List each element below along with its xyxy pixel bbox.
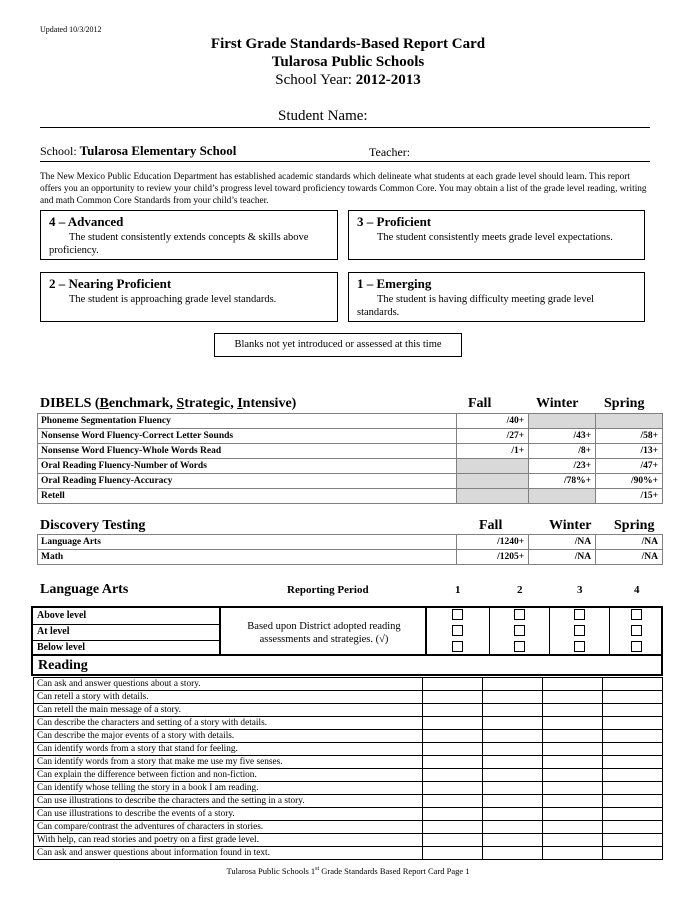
grade-cell-p4[interactable]: [603, 691, 663, 704]
district-name: Tularosa Public Schools: [271, 54, 425, 70]
discovery-winter-value: /NA: [529, 550, 596, 565]
grade-cell-p3[interactable]: [543, 834, 603, 847]
grade-cell-p3[interactable]: [543, 821, 603, 834]
discovery-fall-value: /1205+: [457, 550, 529, 565]
grade-cell-p4[interactable]: [603, 769, 663, 782]
reading-items-table: [33, 677, 663, 860]
discovery-spring-value: /NA: [596, 550, 663, 565]
table-row: [38, 444, 663, 459]
grade-cell-p2[interactable]: [483, 704, 543, 717]
checkbox-at-p4[interactable]: [631, 625, 642, 636]
dibels-row-label: Retell: [38, 489, 457, 504]
period-divider: [489, 606, 490, 656]
period-1-header: 1: [455, 584, 461, 596]
level-desc: The student is having difficulty meeting grade level standards.: [357, 294, 595, 318]
reading-item: Can use illustrations to describe the events of a story.: [34, 808, 423, 821]
school-value: Tularosa Elementary School: [79, 143, 237, 158]
level-above-label: Above level: [31, 608, 220, 625]
reading-item: Can identify whose telling the story in a book I am reading.: [34, 782, 423, 795]
grade-cell-p1[interactable]: [423, 743, 483, 756]
table-row: [34, 730, 663, 743]
discovery-winter-value: /NA: [529, 535, 596, 550]
dibels-row-label: Nonsense Word Fluency-Correct Letter Sounds: [38, 429, 457, 444]
table-row: [34, 769, 663, 782]
grade-cell-p1[interactable]: [423, 730, 483, 743]
dibels-winter-value: [529, 414, 596, 429]
grade-cell-p3[interactable]: [543, 769, 603, 782]
grade-cell-p4[interactable]: [603, 782, 663, 795]
discovery-col-spring: Spring: [614, 518, 655, 533]
table-row: [38, 489, 663, 504]
grade-cell-p2[interactable]: [483, 730, 543, 743]
period-divider: [549, 606, 550, 656]
grade-cell-p3[interactable]: [543, 795, 603, 808]
grade-cell-p4[interactable]: [603, 795, 663, 808]
grade-cell-p2[interactable]: [483, 743, 543, 756]
school-line-rule: [40, 161, 650, 162]
dibels-col-spring: Spring: [604, 396, 645, 411]
checkbox-above-p4[interactable]: [631, 609, 642, 620]
school-line: [40, 143, 236, 159]
reading-item: Can retell a story with details.: [34, 691, 423, 704]
dibels-title-part: B: [99, 396, 109, 411]
reading-item: Can compare/contrast the adventures of characters in stories.: [34, 821, 423, 834]
intro-paragraph: The New Mexico Public Education Department has established academic standards which delineate what students at each grade level should learn. This report offers you an opportunity to review your child’s progress level toward proficiency towards Common Core. You may obtain a list of the grade level reading, writing and math Common Core Standards from your child’s teacher.: [40, 172, 647, 206]
dibels-fall-value: /40+: [457, 414, 529, 429]
student-name-label: Student Name:: [278, 108, 368, 124]
school-label: School:: [40, 144, 80, 158]
reading-item: Can identify words from a story that make me use my five senses.: [34, 756, 423, 769]
dibels-title-part: DIBELS (: [40, 396, 100, 411]
grade-cell-p2[interactable]: [483, 795, 543, 808]
reading-item: Can retell the main message of a story.: [34, 704, 423, 717]
grade-cell-p1[interactable]: [423, 717, 483, 730]
grade-cell-p1[interactable]: [423, 847, 483, 860]
grade-cell-p2[interactable]: [483, 691, 543, 704]
report-title: First Grade Standards-Based Report Card: [210, 36, 486, 52]
table-row: [38, 459, 663, 474]
reporting-period-label: Reporting Period: [287, 584, 369, 596]
footer-superscript: st: [315, 866, 320, 873]
table-row: [34, 756, 663, 769]
reading-item: Can use illustrations to describe the characters and the setting in a story.: [34, 795, 423, 808]
discovery-fall-value: /1240+: [457, 535, 529, 550]
footer-text: Tularosa Public Schools 1: [226, 866, 316, 876]
reading-item: Can ask and answer questions about a story.: [34, 678, 423, 691]
grade-cell-p2[interactable]: [483, 678, 543, 691]
level-box-emerging: [348, 272, 645, 322]
table-row: [34, 834, 663, 847]
grade-cell-p3[interactable]: [543, 717, 603, 730]
checkbox-at-p2[interactable]: [514, 625, 525, 636]
grade-cell-p3[interactable]: [543, 704, 603, 717]
grade-cell-p1[interactable]: [423, 795, 483, 808]
level-note: Based upon District adopted reading assessments and strategies. (√): [247, 621, 401, 645]
level-box-nearing: [40, 272, 338, 322]
checkbox-above-p2[interactable]: [514, 609, 525, 620]
dibels-col-winter: Winter: [536, 396, 579, 411]
discovery-spring-value: /NA: [596, 535, 663, 550]
updated-date: Updated 10/3/2012: [40, 25, 102, 34]
table-row: [34, 821, 663, 834]
dibels-fall-value: /27+: [457, 429, 529, 444]
level-desc: The student is approaching grade level standards.: [69, 294, 277, 305]
dibels-title-part: I: [237, 396, 243, 411]
table-row: [34, 847, 663, 860]
grade-cell-p4[interactable]: [603, 808, 663, 821]
dibels-title-part: S: [176, 396, 185, 411]
grade-cell-p1[interactable]: [423, 821, 483, 834]
grade-cell-p2[interactable]: [483, 769, 543, 782]
grade-cell-p4[interactable]: [603, 834, 663, 847]
reading-item: Can describe the characters and setting of a story with details.: [34, 717, 423, 730]
checkbox-at-p1[interactable]: [452, 625, 463, 636]
school-year-value: 2012-2013: [355, 72, 421, 88]
grade-cell-p1[interactable]: [423, 808, 483, 821]
table-row: [34, 678, 663, 691]
dibels-row-label: Phoneme Segmentation Fluency: [38, 414, 457, 429]
footer-text: Grade Standards Based Report Card Page 1: [319, 866, 470, 876]
dibels-spring-value: /58+: [596, 429, 663, 444]
grade-cell-p3[interactable]: [543, 756, 603, 769]
grade-cell-p1[interactable]: [423, 834, 483, 847]
reading-item: Can describe the major events of a story with details.: [34, 730, 423, 743]
dibels-row-label: Oral Reading Fluency-Number of Words: [38, 459, 457, 474]
checkbox-above-p3[interactable]: [574, 609, 585, 620]
reading-item: With help, can read stories and poetry on a first grade level.: [34, 834, 423, 847]
level-below-label: Below level: [37, 642, 86, 653]
teacher-label: Teacher:: [369, 145, 411, 159]
discovery-row-label: Math: [38, 550, 457, 565]
table-row: [34, 717, 663, 730]
grade-cell-p3[interactable]: [543, 782, 603, 795]
reading-item: Can ask and answer questions about information found in text.: [34, 847, 423, 860]
dibels-fall-value: [457, 459, 529, 474]
checkbox-below-p4[interactable]: [631, 641, 642, 652]
checkbox-below-p3[interactable]: [574, 641, 585, 652]
reading-item: Can explain the difference between fiction and non-fiction.: [34, 769, 423, 782]
student-name-line: [40, 127, 650, 128]
discovery-col-winter: Winter: [549, 518, 592, 533]
school-year: [0, 72, 696, 89]
dibels-title-part: trategic,: [184, 396, 238, 411]
grade-cell-p4[interactable]: [603, 704, 663, 717]
level-at-label: At level: [31, 624, 220, 641]
table-row: [34, 704, 663, 717]
discovery-title: Discovery Testing: [40, 518, 146, 533]
grade-cell-p2[interactable]: [483, 782, 543, 795]
grade-cell-p2[interactable]: [483, 808, 543, 821]
reading-section-header: Reading: [31, 656, 663, 676]
grade-cell-p4[interactable]: [603, 743, 663, 756]
dibels-fall-value: /1+: [457, 444, 529, 459]
discovery-col-fall: Fall: [479, 518, 503, 533]
grade-cell-p3[interactable]: [543, 808, 603, 821]
table-row: [34, 743, 663, 756]
table-row: [38, 414, 663, 429]
grade-cell-p2[interactable]: [483, 717, 543, 730]
dibels-winter-value: /8+: [529, 444, 596, 459]
dibels-table: [37, 413, 663, 504]
level-title: 3 – Proficient: [357, 214, 432, 229]
grade-cell-p3[interactable]: [543, 743, 603, 756]
dibels-row-label: Oral Reading Fluency-Accuracy: [38, 474, 457, 489]
checkbox-below-p1[interactable]: [452, 641, 463, 652]
period-divider: [609, 606, 610, 656]
grade-cell-p4[interactable]: [603, 821, 663, 834]
dibels-fall-value: [457, 489, 529, 504]
grade-cell-p1[interactable]: [423, 756, 483, 769]
grade-cell-p4[interactable]: [603, 847, 663, 860]
table-row: [38, 535, 663, 550]
grade-cell-p4[interactable]: [603, 756, 663, 769]
discovery-table: [37, 534, 663, 565]
dibels-winter-value: /43+: [529, 429, 596, 444]
checkbox-at-p3[interactable]: [574, 625, 585, 636]
grade-cell-p1[interactable]: [423, 782, 483, 795]
language-arts-title: Language Arts: [40, 582, 129, 597]
table-row: [34, 795, 663, 808]
dibels-title-part: enchmark,: [108, 396, 177, 411]
dibels-fall-value: [457, 474, 529, 489]
table-row: [34, 691, 663, 704]
period-4-header: 4: [634, 584, 640, 596]
level-title: 4 – Advanced: [49, 214, 124, 229]
school-year-label: School Year:: [275, 72, 356, 88]
grade-cell-p2[interactable]: [483, 834, 543, 847]
table-row: [34, 782, 663, 795]
grade-cell-p4[interactable]: [603, 730, 663, 743]
dibels-winter-value: /23+: [529, 459, 596, 474]
grade-cell-p2[interactable]: [483, 821, 543, 834]
table-row: [34, 808, 663, 821]
reading-item: Can identify words from a story that stand for feeling.: [34, 743, 423, 756]
blanks-note: Blanks not yet introduced or assessed at this time: [214, 333, 462, 357]
grade-cell-p3[interactable]: [543, 678, 603, 691]
grade-cell-p1[interactable]: [423, 678, 483, 691]
period-3-header: 3: [577, 584, 583, 596]
dibels-spring-value: [596, 414, 663, 429]
grade-cell-p2[interactable]: [483, 756, 543, 769]
grade-cell-p2[interactable]: [483, 847, 543, 860]
grade-cell-p3[interactable]: [543, 847, 603, 860]
level-desc: The student consistently meets grade level expectations.: [377, 232, 613, 243]
level-box-advanced: [40, 210, 338, 260]
dibels-spring-value: /90%+: [596, 474, 663, 489]
table-row: [38, 474, 663, 489]
grade-cell-p4[interactable]: [603, 717, 663, 730]
level-title: 1 – Emerging: [357, 276, 432, 291]
dibels-row-label: Nonsense Word Fluency-Whole Words Read: [38, 444, 457, 459]
dibels-spring-value: /15+: [596, 489, 663, 504]
grade-cell-p1[interactable]: [423, 691, 483, 704]
discovery-row-label: Language Arts: [38, 535, 457, 550]
table-row: [38, 550, 663, 565]
grade-cell-p1[interactable]: [423, 769, 483, 782]
dibels-title: [40, 396, 296, 412]
page-footer: [0, 866, 696, 876]
level-title: 2 – Nearing Proficient: [49, 276, 172, 291]
period-2-header: 2: [517, 584, 523, 596]
level-box-proficient: [348, 210, 645, 260]
grade-cell-p3[interactable]: [543, 691, 603, 704]
dibels-winter-value: [529, 489, 596, 504]
table-row: [38, 429, 663, 444]
dibels-spring-value: /13+: [596, 444, 663, 459]
dibels-col-fall: Fall: [468, 396, 492, 411]
checkbox-above-p1[interactable]: [452, 609, 463, 620]
grade-cell-p4[interactable]: [603, 678, 663, 691]
dibels-winter-value: /78%+: [529, 474, 596, 489]
level-desc: The student consistently extends concepts & skills above proficiency.: [49, 232, 309, 256]
grade-cell-p3[interactable]: [543, 730, 603, 743]
grade-cell-p1[interactable]: [423, 704, 483, 717]
dibels-title-part: ntensive): [242, 396, 297, 411]
checkbox-below-p2[interactable]: [514, 641, 525, 652]
dibels-spring-value: /47+: [596, 459, 663, 474]
